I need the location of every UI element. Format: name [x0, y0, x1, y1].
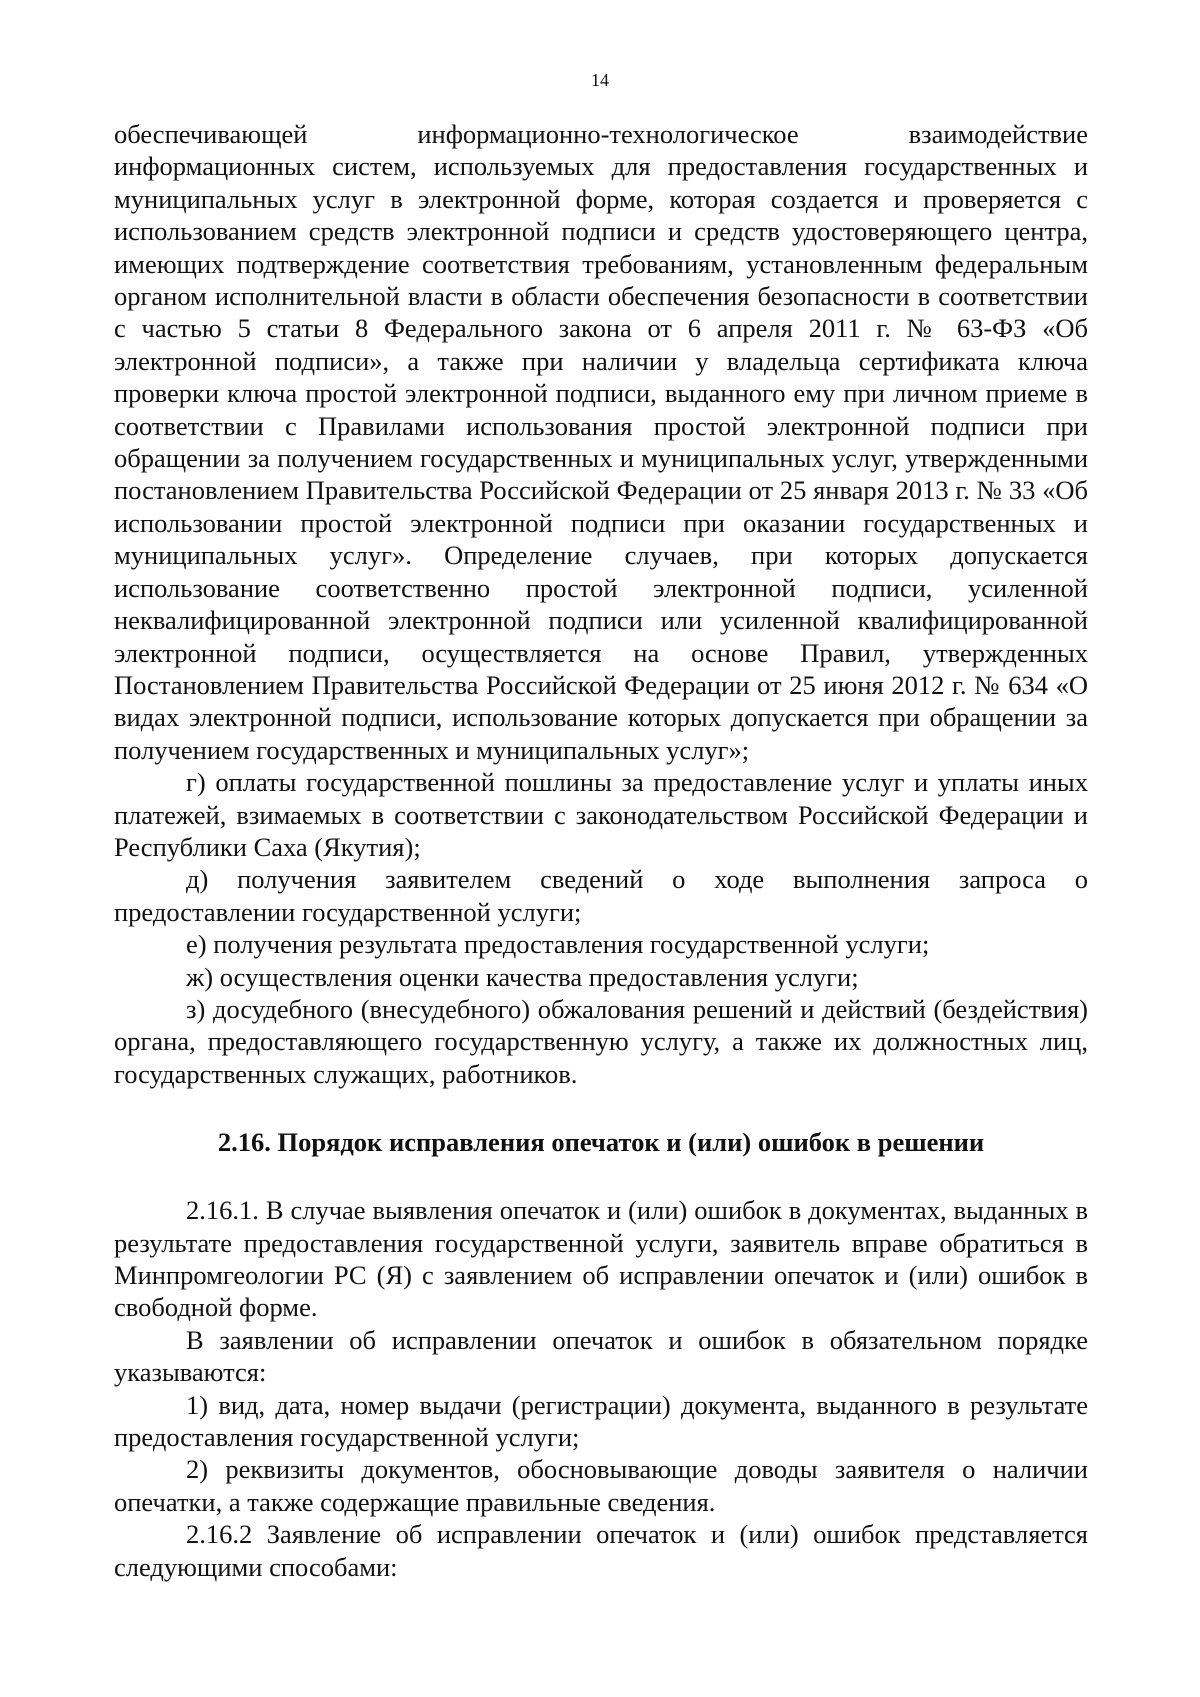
- document-body: [114, 118, 1088, 1583]
- page-number: 14: [591, 70, 609, 90]
- paragraph-item-g: г) оплаты государственной пошлины за предоставление услуг и уплаты иных платежей, взимаемых в соответствии с законодательством Российской Федерации и Республики Саха (Якутия);: [114, 767, 1088, 862]
- section-heading: 2.16. Порядок исправления опечаток и (или) ошибок в решении: [217, 1127, 985, 1158]
- paragraph-2-16-1: 2.16.1. В случае выявления опечаток и (или) ошибок в документах, выданных в результате предоставления государственной услуги, заявитель вправе обратиться в Минпромгеологии РС (Я) с заявлением об исправлении опечаток и (или) ошибок в свободной форме.: [114, 1195, 1088, 1323]
- paragraph-2-16-2: 2.16.2 Заявление об исправлении опечаток и (или) ошибок представляется следующими способами:: [114, 1519, 1088, 1582]
- paragraph-item-z: з) досудебного (внесудебного) обжалования решений и действий (бездействия) органа, предоставляющего государственную услугу, а также их должностных лиц, государственных служащих, работников.: [114, 993, 1088, 1089]
- paragraph-item-zh: ж) осуществления оценки качества предоставления услуги;: [186, 961, 859, 992]
- paragraph-item-e: е) получения результата предоставления государственной услуги;: [186, 929, 930, 960]
- paragraph-list-item-1: 1) вид, дата, номер выдачи (регистрации) документа, выданного в результате предоставления государственной услуги;: [114, 1389, 1088, 1453]
- paragraph-list-item-2: 2) реквизиты документов, обосновывающие доводы заявителя о наличии опечатки, а также содержащие правильные сведения.: [114, 1454, 1088, 1517]
- paragraph-required-fields: В заявлении об исправлении опечаток и ошибок в обязательном порядке указываются:: [114, 1324, 1088, 1388]
- paragraph-item-d: д) получения заявителем сведений о ходе выполнения запроса о предоставлении государственной услуги;: [114, 864, 1088, 927]
- paragraph-electronic-signature: обеспечивающей информационно-технологическое взаимодействие информационных систем, используемых для предоставления государственных и муниципальных услуг в электронной форме, которая создается и проверяется с использованием средств электронной подписи и средств удостоверяющего центра, имеющих подтверждение соответствия требованиям, установленным федеральным органом исполнительной власти в области обеспечения безопасности в соответствии с частью 5 статьи 8 Федерального закона от 6 апреля 2011 г. № 63-ФЗ «Об электронной подписи», а также при наличии у владельца сертификата ключа проверки ключа простой электронной подписи, выданного ему при личном приеме в соответствии с Правилами использования простой электронной подписи при обращении за получением государственных и муниципальных услуг, утвержденными постановлением Правительства Российской Федерации от 25 января 2013 г. № 33 «Об использовании простой электронной подписи при оказании государственных и муниципальных услуг». Определение случаев, при которых допускается использование соответственно простой электронной подписи, усиленной неквалифицированной электронной подписи или усиленной квалифицированной электронной подписи, осуществляется на основе Правил, утвержденных Постановлением Правительства Российской Федерации от 25 июня 2012 г. № 634 «О видах электронной подписи, использование которых допускается при обращении за получением государственных и муниципальных услуг»;: [114, 119, 1088, 765]
